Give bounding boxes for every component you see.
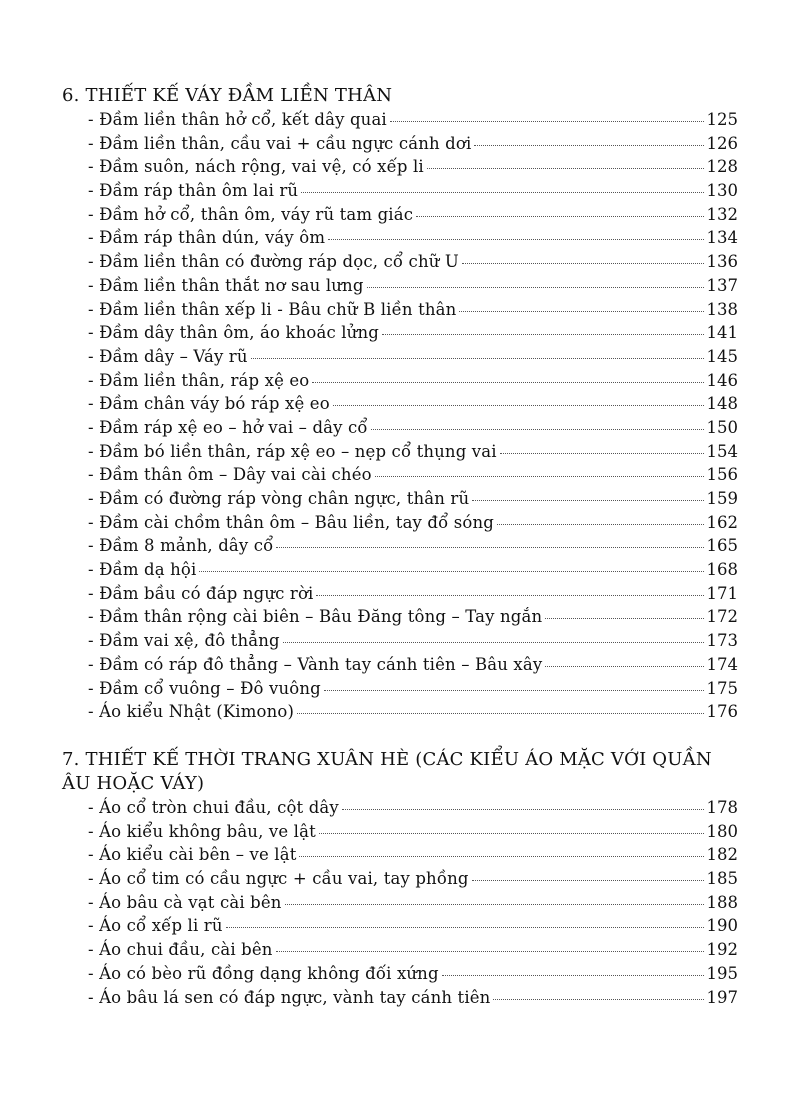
toc-entry: [62, 582, 738, 606]
dot-leader: [497, 524, 704, 525]
toc-entry: [62, 677, 738, 701]
toc-entry: [62, 155, 738, 179]
toc-page-number: 137: [706, 275, 738, 295]
toc-page-number: 162: [706, 512, 738, 532]
toc-page-number: 159: [706, 489, 738, 508]
toc-entry-title: - Áo kiểu không bâu, ve lật: [88, 821, 316, 841]
section-title: 6. THIẾT KẾ VÁY ĐẦM LIỀN THÂN: [62, 85, 393, 106]
toc-page-number: 156: [706, 465, 738, 485]
toc-entry: [62, 891, 738, 915]
toc-page-number: 197: [706, 987, 738, 1007]
toc-entry: [62, 796, 738, 820]
toc-entry: [62, 914, 738, 938]
toc-entry: [62, 700, 738, 724]
dot-leader: [328, 239, 703, 240]
toc-page-number: 132: [706, 204, 738, 224]
toc-page-number: 168: [706, 560, 738, 580]
section-title: 7. THIẾT KẾ THỜI TRANG XUÂN HÈ (CÁC KIỂU ÁO MẶC VỚI QUẦN ÂU HOẶC VÁY): [62, 749, 712, 794]
toc-entry: [62, 867, 738, 891]
toc-entry-title: - Đầm suôn, nách rộng, vai vệ, có xếp li: [88, 157, 424, 177]
dot-leader: [500, 453, 704, 454]
toc-entry: [62, 843, 738, 867]
toc-entry-title: - Áo chui đầu, cài bên: [88, 940, 273, 960]
dot-leader: [442, 975, 704, 976]
toc-entry: [62, 250, 738, 274]
toc-page-number: 192: [706, 940, 738, 960]
toc-entries: [62, 108, 738, 724]
dot-leader: [226, 927, 704, 928]
dot-leader: [472, 500, 703, 501]
toc-entry-title: - Đầm liền thân, cầu vai + cầu ngực cánh dơi: [88, 133, 472, 153]
toc-entry-title: - Đầm 8 mảnh, dây cổ: [88, 536, 274, 556]
dot-leader: [299, 856, 703, 857]
toc-entry: [62, 203, 738, 227]
dot-leader: [545, 666, 703, 667]
toc-page-number: 178: [706, 798, 738, 817]
toc-page-number: 176: [706, 702, 738, 722]
dot-leader: [493, 999, 703, 1000]
toc-entry: [62, 986, 738, 1010]
toc-section-7: [62, 748, 738, 1009]
toc-entry: [62, 962, 738, 986]
toc-page-number: 173: [706, 631, 738, 651]
toc-page-number: 174: [706, 654, 738, 674]
toc-entry-title: - Áo bâu cà vạt cài bên: [88, 892, 282, 912]
toc-entry-title: - Đầm vai xệ, đô thẳng: [88, 631, 280, 651]
toc-entry-title: - Đầm dây – Váy rũ: [88, 346, 248, 366]
toc-page-number: 128: [706, 157, 738, 177]
toc-page-number: 146: [706, 370, 738, 390]
dot-leader: [382, 334, 704, 335]
dot-leader: [199, 571, 703, 572]
toc-page-number: 145: [706, 346, 738, 366]
dot-leader: [416, 216, 703, 217]
toc-entry-title: - Đầm ráp thân dún, váy ôm: [88, 228, 326, 248]
toc-entry: [62, 605, 738, 629]
toc-page-number: 134: [706, 228, 738, 248]
toc-entry-title: - Đầm ráp thân ôm lai rũ: [88, 181, 299, 201]
toc-entry-title: - Đầm hở cổ, thân ôm, váy rũ tam giác: [88, 204, 414, 224]
toc-entry-title: - Đầm cài chồm thân ôm – Bâu liền, tay đổ sóng: [88, 512, 494, 532]
dot-leader: [462, 263, 704, 264]
dot-leader: [319, 833, 704, 834]
toc-entry-title: - Áo cổ tim có cầu ngực + cầu vai, tay phồng: [88, 869, 469, 889]
toc-page-number: 165: [706, 536, 738, 556]
toc-entry: [62, 820, 738, 844]
toc-page-number: 195: [706, 963, 738, 983]
toc-entry-title: - Áo kiểu Nhật (Kimono): [88, 702, 295, 722]
toc-entry-title: - Đầm cổ vuông – Đô vuông: [88, 678, 321, 698]
dot-leader: [545, 618, 703, 619]
toc-entry: [62, 629, 738, 653]
toc-entry: [62, 345, 738, 369]
toc-entry: [62, 369, 738, 393]
toc-entry: [62, 274, 738, 298]
dot-leader: [276, 547, 703, 548]
toc-entry-title: - Đầm liền thân, ráp xệ eo: [88, 370, 310, 390]
toc-page-number: 175: [706, 678, 738, 698]
toc-page-number: 172: [706, 607, 738, 627]
toc-entry: [62, 558, 738, 582]
toc-page-number: 190: [706, 916, 738, 936]
toc-page-number: 138: [706, 299, 738, 319]
toc-page-number: 185: [706, 869, 738, 889]
toc-entry: [62, 226, 738, 250]
dot-leader: [316, 595, 703, 596]
toc-entry: [62, 938, 738, 962]
toc-entry-title: - Đầm chân váy bó ráp xệ eo: [88, 394, 330, 414]
dot-leader: [301, 192, 703, 193]
dot-leader: [297, 713, 703, 714]
dot-leader: [474, 145, 703, 146]
toc-entry-title: - Đầm liền thân thắt nơ sau lưng: [88, 275, 364, 295]
toc-entry: [62, 487, 738, 511]
dot-leader: [427, 168, 704, 169]
toc-entry: [62, 321, 738, 345]
toc-entry: [62, 463, 738, 487]
toc-page-number: 182: [706, 845, 738, 865]
dot-leader: [312, 382, 703, 383]
dot-leader: [283, 642, 704, 643]
toc-page-number: 171: [706, 583, 738, 603]
toc-entry: [62, 440, 738, 464]
toc-entries: [62, 796, 738, 1009]
dot-leader: [371, 429, 704, 430]
toc-entry-title: - Đầm liền thân xếp li - Bâu chữ B liền thân: [88, 299, 457, 319]
toc-page-number: 125: [706, 110, 738, 129]
toc-entry-title: - Đầm dạ hội: [88, 560, 197, 580]
toc-entry-title: - Đầm có đường ráp vòng chân ngực, thân rũ: [88, 489, 470, 508]
toc-entry-title: - Áo bâu lá sen có đáp ngực, vành tay cánh tiên: [88, 987, 491, 1007]
toc-entry: [62, 511, 738, 535]
toc-entry: [62, 653, 738, 677]
dot-leader: [333, 405, 704, 406]
toc-entry-title: - Áo cổ tròn chui đầu, cột dây: [88, 798, 339, 817]
dot-leader: [276, 951, 704, 952]
toc-entry-title: - Đầm liền thân có đường ráp dọc, cổ chữ U: [88, 252, 459, 272]
toc-entry: [62, 179, 738, 203]
dot-leader: [324, 690, 704, 691]
toc-entry: [62, 534, 738, 558]
dot-leader: [459, 311, 703, 312]
toc-entry-title: - Đầm thân rộng cài biên – Bâu Đăng tông – Tay ngắn: [88, 607, 543, 627]
toc-entry-title: - Đầm thân ôm – Dây vai cài chéo: [88, 465, 372, 485]
toc-page-number: 188: [706, 892, 738, 912]
toc-page-number: 126: [706, 133, 738, 153]
toc-entry: [62, 132, 738, 156]
toc-page-number: 130: [706, 181, 738, 201]
dot-leader: [472, 880, 704, 881]
toc-section-6: [62, 84, 738, 724]
toc-page-number: 150: [706, 417, 738, 437]
toc-entry-title: - Đầm bó liền thân, ráp xệ eo – nẹp cổ thụng vai: [88, 441, 497, 461]
toc-entry: [62, 392, 738, 416]
toc-entry-title: - Áo kiểu cài bên – ve lật: [88, 845, 297, 865]
dot-leader: [390, 121, 704, 122]
dot-leader: [375, 476, 704, 477]
toc-page-number: 141: [706, 323, 738, 343]
toc-page-number: 148: [706, 394, 738, 414]
toc-entry: [62, 416, 738, 440]
toc-entry-title: - Áo cổ xếp li rũ: [88, 916, 223, 936]
toc-entry: [62, 108, 738, 132]
toc-page-number: 180: [706, 821, 738, 841]
toc-entry-title: - Áo có bèo rũ đồng dạng không đối xứng: [88, 963, 439, 983]
toc-page-number: 136: [706, 252, 738, 272]
dot-leader: [367, 287, 704, 288]
toc-entry-title: - Đầm liền thân hở cổ, kết dây quai: [88, 110, 387, 129]
toc-entry-title: - Đầm ráp xệ eo – hở vai – dây cổ: [88, 417, 368, 437]
toc-page-number: 154: [706, 441, 738, 461]
dot-leader: [285, 904, 704, 905]
toc-entry-title: - Đầm dây thân ôm, áo khoác lửng: [88, 323, 379, 343]
toc-entry-title: - Đầm có ráp đô thẳng – Vành tay cánh tiên – Bâu xây: [88, 654, 543, 674]
dot-leader: [342, 809, 704, 810]
toc-entry: [62, 298, 738, 322]
toc-entry-title: - Đầm bầu có đáp ngực rời: [88, 583, 314, 603]
dot-leader: [251, 358, 704, 359]
